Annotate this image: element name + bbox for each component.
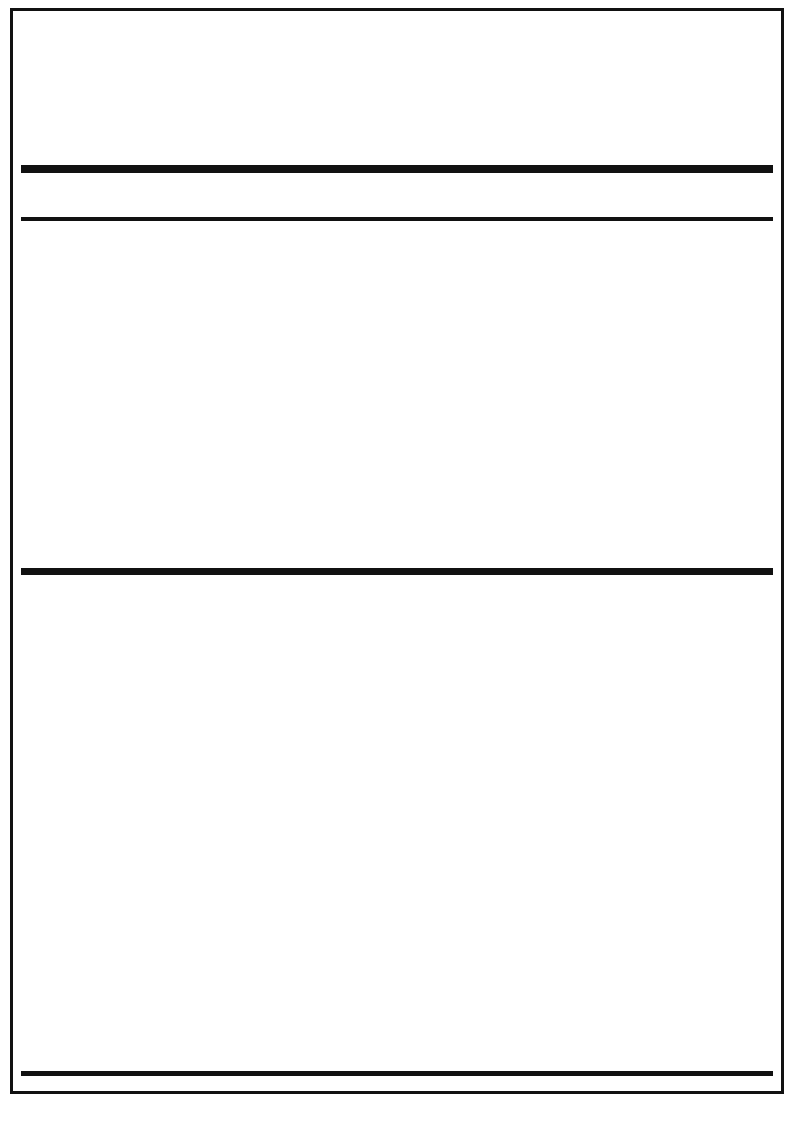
- supplement-facts-panel: [10, 8, 784, 1094]
- section-rule: [21, 568, 773, 575]
- thick-rule: [21, 165, 773, 173]
- header-rule: [21, 217, 773, 221]
- footnote-rule: [21, 1071, 773, 1076]
